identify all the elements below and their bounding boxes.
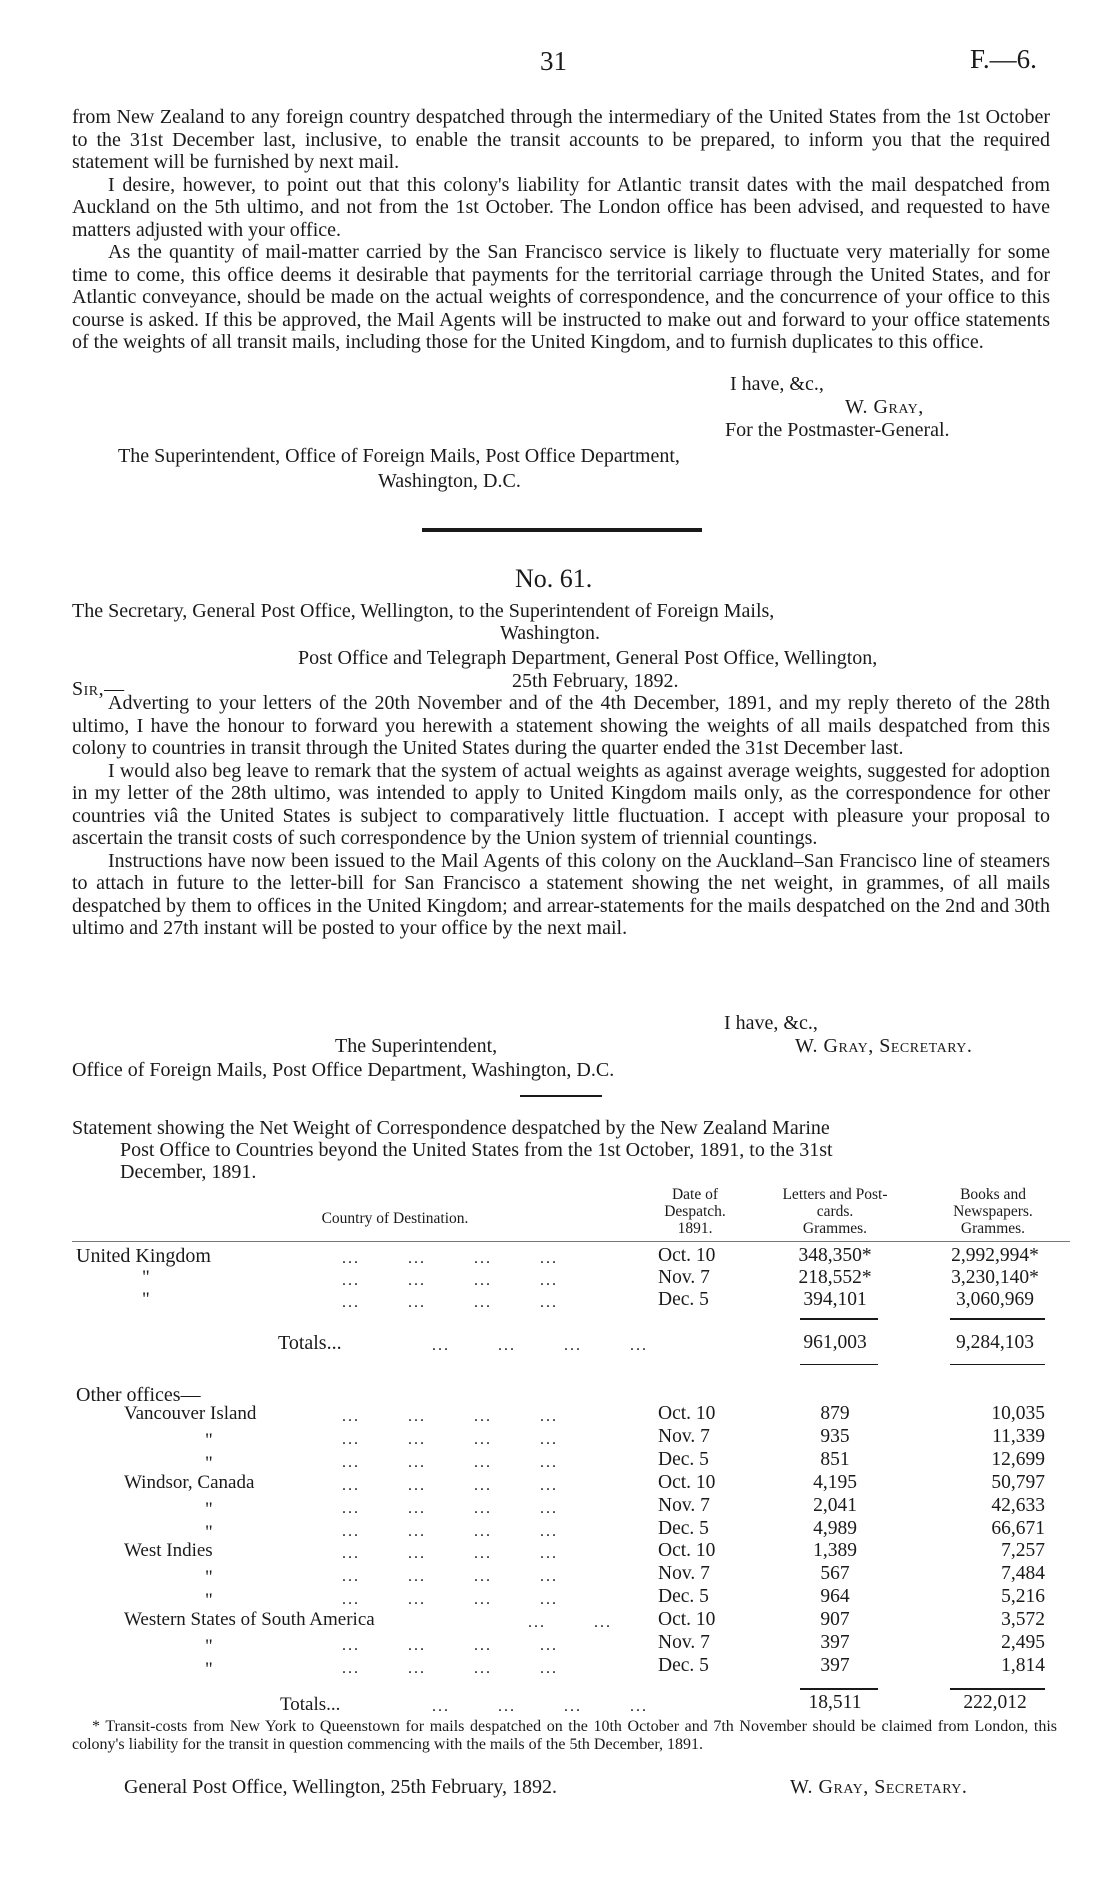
letter-60-closing: I have, &c.,	[730, 373, 824, 395]
row-books: 3,060,969	[956, 1289, 1034, 1310]
row-letters: 1,389	[813, 1540, 857, 1561]
row-letters: 567	[820, 1563, 850, 1584]
letter-61-salutation: Sir,—	[72, 678, 125, 700]
col-header-date-line: 1891.	[677, 1220, 713, 1237]
leader-dots: ... ... ... ...	[342, 1431, 558, 1448]
statement-title-line: Post Office to Countries beyond the United States from the 1st October, 1891, to the 31st	[120, 1139, 833, 1161]
row-books: 7,484	[1001, 1563, 1045, 1584]
short-divider	[520, 1095, 602, 1097]
letter-61-addressee: The Superintendent,	[335, 1035, 498, 1057]
row-letters: 964	[820, 1586, 850, 1607]
row-date: Oct. 10	[658, 1609, 716, 1630]
row-letters: 879	[820, 1403, 850, 1424]
row-label: Windsor, Canada	[124, 1472, 255, 1493]
row-label: "	[205, 1567, 213, 1588]
uk-totals-label: Totals...	[278, 1332, 342, 1354]
row-books: 11,339	[992, 1426, 1045, 1447]
statement-sign-place-date: General Post Office, Wellington, 25th February, 1892.	[124, 1776, 557, 1798]
letter-61-paragraph: I would also beg leave to remark that the system of actual weights as against average weights, suggested for adoption in my letter of the 28th ultimo, was intended to apply to United Kingdom mails only, as the correspondence for other countries viâ the United States is subject to comparatively little fluctuation. I accept with pleasure your proposal to ascertain the transit costs of such correspondence by the Union system of triennial countings.	[72, 759, 1050, 849]
letter-60-paragraph: As the quantity of mail-matter carried by the San Francisco service is likely to fluctuate very materially for some time to come, this office deems it desirable that payments for the territorial carriage through the United States, and for Atlantic conveyance, should be made on the actual weights of correspondence, and the concurrence of your office to this course is asked. If this be approved, the Mail Agents will be instructed to make out and forward to your office statements of the weights of all transit mails, including those for the United Kingdom, and to furnish duplicates to this office.	[72, 241, 1050, 353]
leader-dots: ... ... ... ...	[342, 1545, 558, 1562]
other-totals-label: Totals...	[280, 1694, 341, 1715]
row-letters: 4,989	[813, 1518, 857, 1539]
letter-61-date: 25th February, 1892.	[512, 670, 679, 692]
leader-dots: ... ...	[528, 1614, 612, 1631]
col-header-books-line: Grammes.	[960, 1220, 1026, 1237]
letter-60-addressee: The Superintendent, Office of Foreign Mails, Post Office Department,	[118, 445, 680, 467]
row-date: Nov. 7	[658, 1426, 710, 1447]
row-date: Oct. 10	[658, 1472, 716, 1493]
col-header-letters	[755, 1186, 915, 1237]
row-books: 10,035	[991, 1403, 1045, 1424]
uk-total-books: 9,284,103	[956, 1332, 1034, 1353]
row-date: Nov. 7	[658, 1632, 710, 1653]
leader-dots: ... ... ... ...	[342, 1637, 558, 1654]
letter-61-heading-city: Washington.	[500, 622, 601, 644]
row-label: Vancouver Island	[124, 1403, 257, 1424]
row-date: Nov. 7	[658, 1495, 710, 1516]
row-books: 66,671	[991, 1518, 1045, 1539]
leader-dots: ... ... ... ...	[342, 1568, 558, 1585]
letter-60-body	[72, 106, 1050, 354]
row-label: "	[142, 1289, 150, 1310]
letter-61-heading: The Secretary, General Post Office, Wellington, to the Superintendent of Foreign Mails,	[72, 600, 775, 622]
row-label: West Indies	[124, 1540, 213, 1561]
letter-61-address: Post Office and Telegraph Department, General Post Office, Wellington,	[298, 647, 878, 669]
row-books: 50,797	[991, 1472, 1045, 1493]
col-header-date-line: Despatch.	[664, 1203, 726, 1220]
letter-60-signature: W. Gray,	[845, 396, 924, 418]
col-header-books-line: Books and	[960, 1186, 1026, 1203]
statement-title-line: Statement showing the Net Weight of Correspondence despatched by the New Zealand Marine	[72, 1117, 830, 1139]
row-date: Nov. 7	[658, 1267, 710, 1288]
letter-61-body	[72, 692, 1050, 940]
letter-61-number: No. 61.	[515, 564, 593, 593]
col-header-letters-line: cards.	[816, 1203, 854, 1220]
other-total-letters: 18,511	[808, 1692, 862, 1713]
row-date: Dec. 5	[658, 1289, 709, 1310]
leader-dots: ... ... ... ...	[342, 1660, 558, 1677]
row-label: "	[205, 1636, 213, 1657]
header-rule	[72, 1241, 1070, 1242]
other-offices-label: Other offices—	[76, 1384, 201, 1406]
leader-dots: ... ... ... ...	[342, 1591, 558, 1608]
statement-signature: W. Gray, Secretary.	[790, 1776, 968, 1798]
col-header-letters-line: Letters and Post-	[782, 1186, 888, 1203]
row-books: 2,992,994*	[951, 1245, 1039, 1266]
leader-dots: ... ... ... ...	[342, 1408, 558, 1425]
statement-title	[72, 1117, 830, 1139]
leader-dots: ... ... ... ...	[342, 1500, 558, 1517]
row-books: 5,216	[1001, 1586, 1045, 1607]
row-label: "	[205, 1659, 213, 1680]
letter-61-signature: W. Gray, Secretary.	[795, 1035, 973, 1057]
col-header-date	[640, 1186, 750, 1237]
letter-60-paragraph: I desire, however, to point out that this colony's liability for Atlantic transit dates with the mail despatched from Auckland on the 5th ultimo, and not from the 1st October. The London office has been advised, and requested to have matters adjusted with your office.	[72, 173, 1050, 241]
row-label: "	[205, 1499, 213, 1520]
row-label: "	[205, 1522, 213, 1543]
row-label: "	[205, 1430, 213, 1451]
statement-title-line: December, 1891.	[120, 1161, 257, 1183]
section-divider	[422, 528, 702, 532]
col-header-books	[918, 1186, 1068, 1237]
row-books: 12,699	[991, 1449, 1045, 1470]
sum-rule	[800, 1688, 878, 1690]
letter-61-addressee-office: Office of Foreign Mails, Post Office Department, Washington, D.C.	[72, 1059, 615, 1081]
row-date: Dec. 5	[658, 1655, 709, 1676]
row-letters: 397	[820, 1632, 850, 1653]
total-rule	[800, 1364, 878, 1365]
letter-61-paragraph: Instructions have now been issued to the Mail Agents of this colony on the Auckland–San Francisco line of steamers to attach in future to the letter-bill for San Francisco a statement showing the net weight, in grammes, of all mails despatched by them to offices in the United Kingdom; and arrear-statements for the mails despatched on the 2nd and 30th ultimo and 27th instant will be posted to your office by the next mail.	[72, 849, 1050, 939]
col-header-letters-line: Grammes.	[802, 1220, 868, 1237]
col-header-date-line: Date of	[671, 1186, 719, 1203]
row-letters: 935	[820, 1426, 850, 1447]
row-date: Nov. 7	[658, 1563, 710, 1584]
sum-rule	[950, 1688, 1045, 1690]
row-label: United Kingdom	[76, 1245, 211, 1267]
row-books: 3,572	[1001, 1609, 1045, 1630]
leader-dots: ... ... ... ...	[342, 1454, 558, 1471]
leader-dots: ... ... ... ...	[432, 1337, 648, 1354]
row-label: "	[205, 1590, 213, 1611]
row-letters: 348,350*	[798, 1245, 872, 1266]
leader-dots: ... ... ... ...	[342, 1272, 558, 1289]
row-date: Dec. 5	[658, 1586, 709, 1607]
leader-dots: ... ... ... ...	[342, 1477, 558, 1494]
row-books: 7,257	[1001, 1540, 1045, 1561]
row-letters: 907	[820, 1609, 850, 1630]
row-label: "	[142, 1267, 150, 1288]
row-date: Dec. 5	[658, 1518, 709, 1539]
row-label: Western States of South America	[124, 1609, 375, 1630]
row-date: Oct. 10	[658, 1403, 716, 1424]
document-reference: F.—6.	[970, 44, 1037, 74]
letter-61-paragraph: Adverting to your letters of the 20th November and of the 4th December, 1891, and my reply thereto of the 28th ultimo, I have the honour to forward you herewith a statement showing the weights of all mails despatched from this colony to countries in transit through the United States during the quarter ended the 31st December last.	[72, 692, 1050, 759]
sum-rule	[950, 1318, 1045, 1320]
other-total-books: 222,012	[963, 1692, 1027, 1713]
row-letters: 2,041	[813, 1495, 857, 1516]
leader-dots: ... ... ... ...	[432, 1698, 648, 1715]
leader-dots: ... ... ... ...	[342, 1250, 558, 1267]
row-letters: 394,101	[803, 1289, 867, 1310]
row-books: 42,633	[991, 1495, 1045, 1516]
row-books: 1,814	[1001, 1655, 1045, 1676]
letter-60-addressee-city: Washington, D.C.	[378, 470, 521, 492]
row-date: Dec. 5	[658, 1449, 709, 1470]
letter-60-sign-role: For the Postmaster-General.	[725, 419, 950, 441]
col-header-country: Country of Destination.	[321, 1210, 469, 1227]
row-letters: 4,195	[813, 1472, 857, 1493]
letter-61-closing: I have, &c.,	[724, 1012, 818, 1034]
row-books: 2,495	[1001, 1632, 1045, 1653]
row-letters: 397	[820, 1655, 850, 1676]
sum-rule	[800, 1318, 878, 1320]
leader-dots: ... ... ... ...	[342, 1523, 558, 1540]
page-number: 31	[540, 46, 567, 76]
row-letters: 218,552*	[798, 1267, 872, 1288]
leader-dots: ... ... ... ...	[342, 1294, 558, 1311]
letter-60-paragraph: from New Zealand to any foreign country despatched through the intermediary of the United States from the 1st October to the 31st December last, inclusive, to enable the transit accounts to be prepared, to inform you that the required statement will be furnished by next mail.	[72, 106, 1050, 173]
row-date: Oct. 10	[658, 1245, 716, 1266]
row-letters: 851	[820, 1449, 850, 1470]
footnote: * Transit-costs from New York to Queenstown for mails despatched on the 10th October and 7th November should be claimed from London, this colony's liability for the transit in question commencing with the mails of the 5th December, 1891.	[72, 1718, 1057, 1753]
col-header-books-line: Newspapers.	[953, 1203, 1033, 1220]
total-rule	[950, 1364, 1045, 1365]
row-label: "	[205, 1453, 213, 1474]
uk-total-letters: 961,003	[803, 1332, 867, 1353]
row-books: 3,230,140*	[951, 1267, 1039, 1288]
row-date: Oct. 10	[658, 1540, 716, 1561]
